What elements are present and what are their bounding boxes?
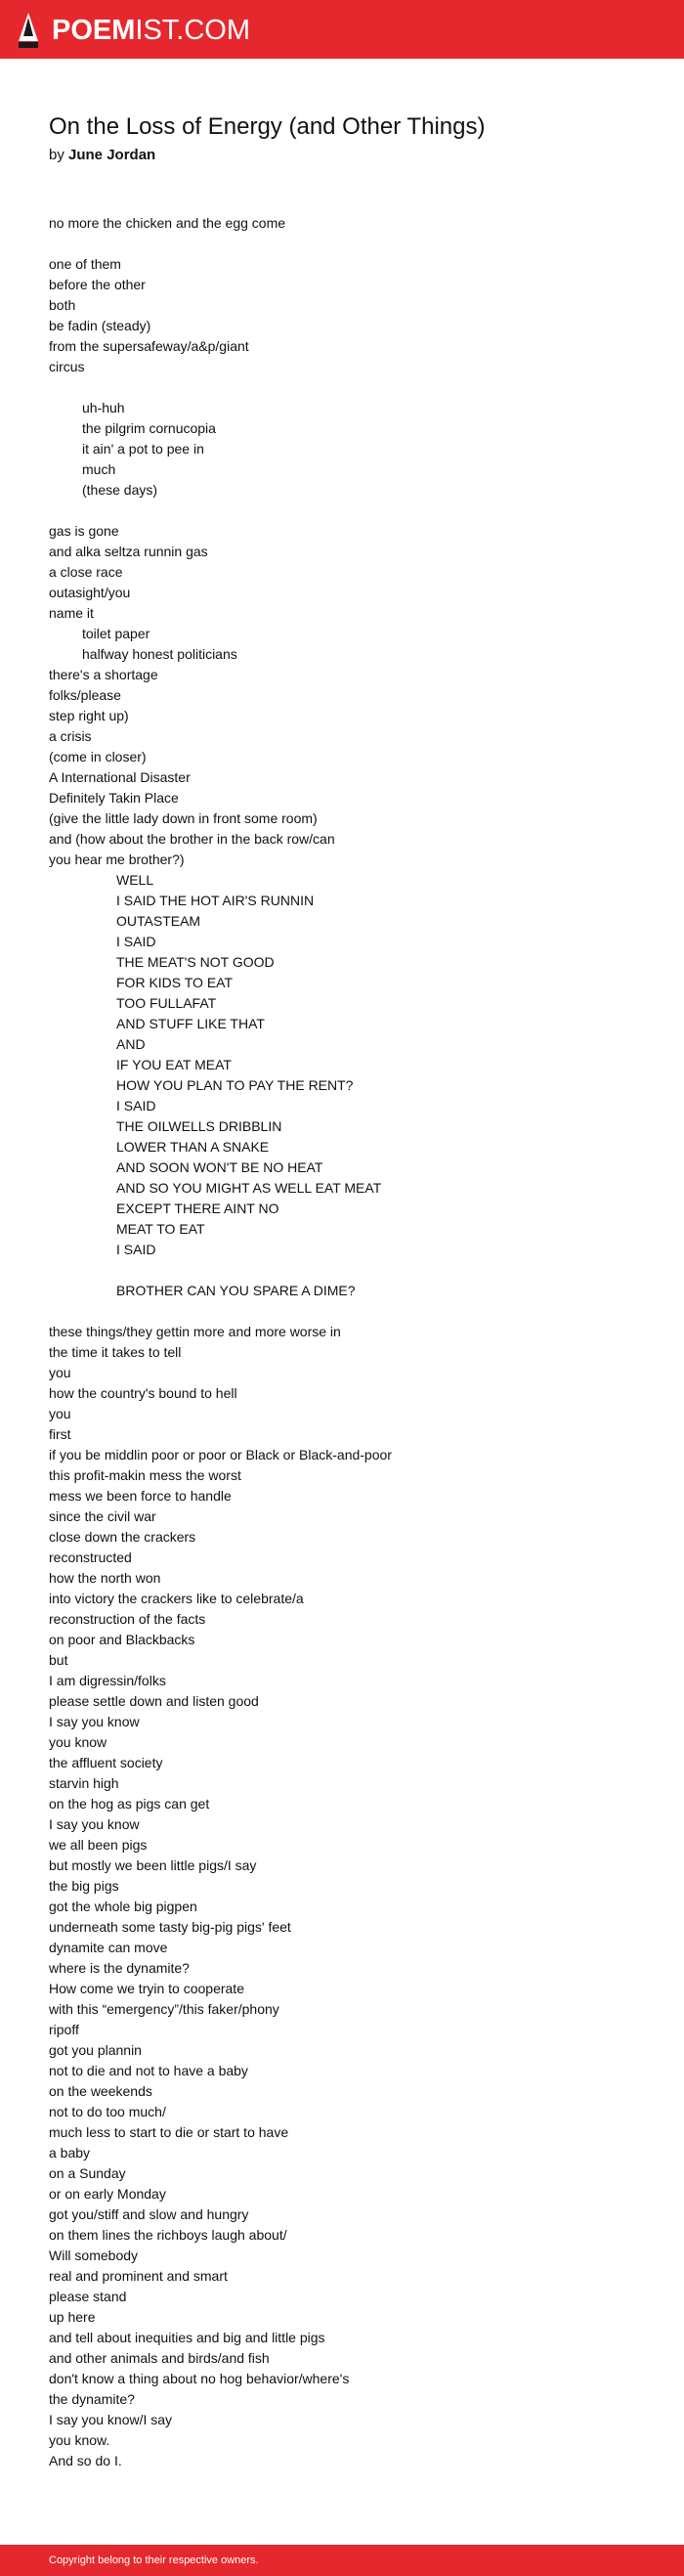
poem-line: not to do too much/	[49, 2104, 166, 2119]
poem-line: there's a shortage	[49, 667, 158, 682]
poem-line: a close race	[49, 564, 123, 580]
poem-line: if you be middlin poor or poor or Black or Black-and-poor	[49, 1447, 392, 1463]
poem-line: on the hog as pigs can get	[49, 1796, 210, 1812]
poem-line: (come in closer)	[49, 749, 147, 764]
poem-line: Will somebody	[49, 2248, 139, 2263]
poem-line: IF YOU EAT MEAT	[116, 1057, 232, 1072]
poem-line: the pilgrim cornucopia	[82, 420, 216, 436]
site-footer	[0, 2545, 684, 2576]
poem-line: MEAT TO EAT	[116, 1221, 205, 1237]
poem-line: folks/please	[49, 687, 121, 703]
poem-line: these things/they gettin more and more worse in	[49, 1324, 341, 1339]
poem-line: I am digressin/folks	[49, 1673, 166, 1688]
poem-line: uh-huh	[82, 400, 125, 415]
poem-line: I SAID	[116, 1098, 156, 1113]
poem-line: reconstruction of the facts	[49, 1611, 206, 1627]
poem-line: you know	[49, 1734, 107, 1750]
poem-line: ripoff	[49, 2022, 79, 2037]
poem-line: FOR KIDS TO EAT	[116, 975, 234, 990]
poem-line: before the other	[49, 277, 146, 292]
poem-line: AND SO YOU MIGHT AS WELL EAT MEAT	[116, 1180, 382, 1196]
poem-line: reconstructed	[49, 1550, 132, 1565]
poem-line: not to die and not to have a baby	[49, 2063, 248, 2078]
poem-title: On the Loss of Energy (and Other Things)	[49, 113, 486, 140]
poem-line: on a Sunday	[49, 2165, 126, 2181]
poem-line: got you plannin	[49, 2042, 142, 2058]
poem-line: mess we been force to handle	[49, 1488, 232, 1504]
poem-line: you	[49, 1365, 71, 1380]
poem-line: Definitely Takin Place	[49, 790, 179, 806]
poem-line: first	[49, 1426, 71, 1442]
poem-line: no more the chicken and the egg come	[49, 215, 286, 231]
poem-line: the affluent society	[49, 1755, 163, 1770]
poem-line: much less to start to die or start to have	[49, 2124, 289, 2140]
stanza-break	[49, 1260, 645, 1281]
poem-line: you	[49, 1406, 71, 1421]
poem-line: don't know a thing about no hog behavior/where's	[49, 2371, 350, 2386]
poem-line: a crisis	[49, 728, 92, 744]
poem-body	[49, 213, 645, 2471]
poem-line: WELL	[116, 872, 154, 888]
poem-line: you know.	[49, 2432, 110, 2448]
poem-line: it ain' a pot to pee in	[82, 441, 204, 457]
poem-line: dynamite can move	[49, 1940, 168, 1955]
poem-line: close down the crackers	[49, 1529, 196, 1545]
poem-line: this profit-makin mess the worst	[49, 1467, 241, 1483]
poem-line: how the north won	[49, 1570, 161, 1586]
poem-line: I say you know	[49, 1714, 140, 1729]
poem-line: toilet paper	[82, 626, 150, 641]
poem-line: (give the little lady down in front some room)	[49, 810, 318, 826]
stanza-break	[49, 1301, 645, 1322]
poem-line: and alka seltza runnin gas	[49, 544, 208, 559]
poem-line: but mostly we been little pigs/I say	[49, 1857, 257, 1873]
poem-line: gas is gone	[49, 523, 119, 539]
poem-line: I SAID THE HOT AIR'S RUNNIN	[116, 893, 315, 908]
poem-line: HOW YOU PLAN TO PAY THE RENT?	[116, 1077, 354, 1093]
poem-line: the dynamite?	[49, 2391, 135, 2407]
poem-line: outasight/you	[49, 585, 131, 600]
poem-line: we all been pigs	[49, 1837, 148, 1853]
poem-line: the time it takes to tell	[49, 1344, 182, 1360]
poem-line: I SAID	[116, 1242, 156, 1257]
poem-line: the big pigs	[49, 1878, 119, 1894]
poem-line: step right up)	[49, 708, 129, 723]
logo-text-light: IST.COM	[135, 15, 251, 46]
poem-line: And so do I.	[49, 2453, 122, 2468]
poem-line: AND SOON WON'T BE NO HEAT	[116, 1159, 323, 1175]
stanza-break	[49, 234, 645, 254]
poem-line: with this “emergency”/this faker/phony	[49, 2001, 279, 2017]
poem-line: and (how about the brother in the back row/can	[49, 831, 335, 847]
poem-line: where is the dynamite?	[49, 1960, 190, 1976]
poem-line: you hear me brother?)	[49, 851, 185, 867]
poem-line: got the whole big pigpen	[49, 1899, 197, 1914]
poem-line: THE MEAT'S NOT GOOD	[116, 954, 275, 970]
poem-line: underneath some tasty big-pig pigs' feet	[49, 1919, 291, 1935]
poem-line: OUTASTEAM	[116, 913, 201, 929]
poem-line: but	[49, 1652, 68, 1668]
poem-line: and other animals and birds/and fish	[49, 2350, 270, 2366]
poem-line: on them lines the richboys laugh about/	[49, 2227, 287, 2243]
logo-text-strong: POEM	[52, 15, 136, 46]
stanza-break	[49, 501, 645, 521]
poem-line: or on early Monday	[49, 2186, 166, 2202]
copyright-notice: Copyright belong to their respective owners.	[49, 2554, 259, 2566]
logo-text	[52, 12, 250, 49]
poem-line: be fadin (steady)	[49, 318, 151, 333]
poem-line: please settle down and listen good	[49, 1693, 259, 1709]
poem-line: please stand	[49, 2289, 127, 2304]
poem-line: AND STUFF LIKE THAT	[116, 1016, 265, 1031]
byline-label: by	[49, 147, 64, 163]
poem-line: LOWER THAN A SNAKE	[116, 1139, 270, 1155]
poem-line: how the country's bound to hell	[49, 1385, 237, 1401]
poem-line: halfway honest politicians	[82, 646, 237, 662]
poem-line: one of them	[49, 256, 121, 272]
poem-line: and tell about inequities and big and little pigs	[49, 2330, 325, 2345]
poem-line: EXCEPT THERE AINT NO	[116, 1201, 279, 1216]
site-logo[interactable]	[18, 12, 250, 49]
poem-line: AND	[116, 1036, 146, 1052]
poem-line: BROTHER CAN YOU SPARE A DIME?	[116, 1283, 356, 1298]
pen-nib-icon	[18, 12, 39, 49]
site-header	[0, 0, 684, 59]
stanza-break	[49, 377, 645, 398]
poem-line: a baby	[49, 2145, 91, 2161]
poem-line: from the supersafeway/a&p/giant	[49, 338, 249, 354]
poem-line: starvin high	[49, 1775, 119, 1791]
poem-line: name it	[49, 605, 94, 621]
poem-line: circus	[49, 359, 85, 374]
poem-line: real and prominent and smart	[49, 2268, 228, 2284]
poem-line: (these days)	[82, 482, 158, 498]
poem-line: A International Disaster	[49, 769, 191, 785]
poem-line: got you/stiff and slow and hungry	[49, 2206, 249, 2222]
poem-line: THE OILWELLS DRIBBLIN	[116, 1118, 282, 1134]
poem-line: on poor and Blackbacks	[49, 1632, 195, 1647]
poem-line: I say you know	[49, 1816, 140, 1832]
poem-line: since the civil war	[49, 1508, 156, 1524]
poem-line: I SAID	[116, 934, 156, 949]
poem-line: on the weekends	[49, 2083, 152, 2099]
byline	[49, 146, 155, 165]
poem-line: up here	[49, 2309, 96, 2325]
poem-line: both	[49, 297, 76, 313]
author-link[interactable]: June Jordan	[68, 147, 156, 163]
poem-line: much	[82, 461, 116, 477]
poem-line: into victory the crackers like to celebrate/a	[49, 1591, 304, 1606]
poem-line: TOO FULLAFAT	[116, 995, 217, 1011]
poem-line: How come we tryin to cooperate	[49, 1981, 244, 1996]
poem-line: I say you know/I say	[49, 2412, 173, 2427]
